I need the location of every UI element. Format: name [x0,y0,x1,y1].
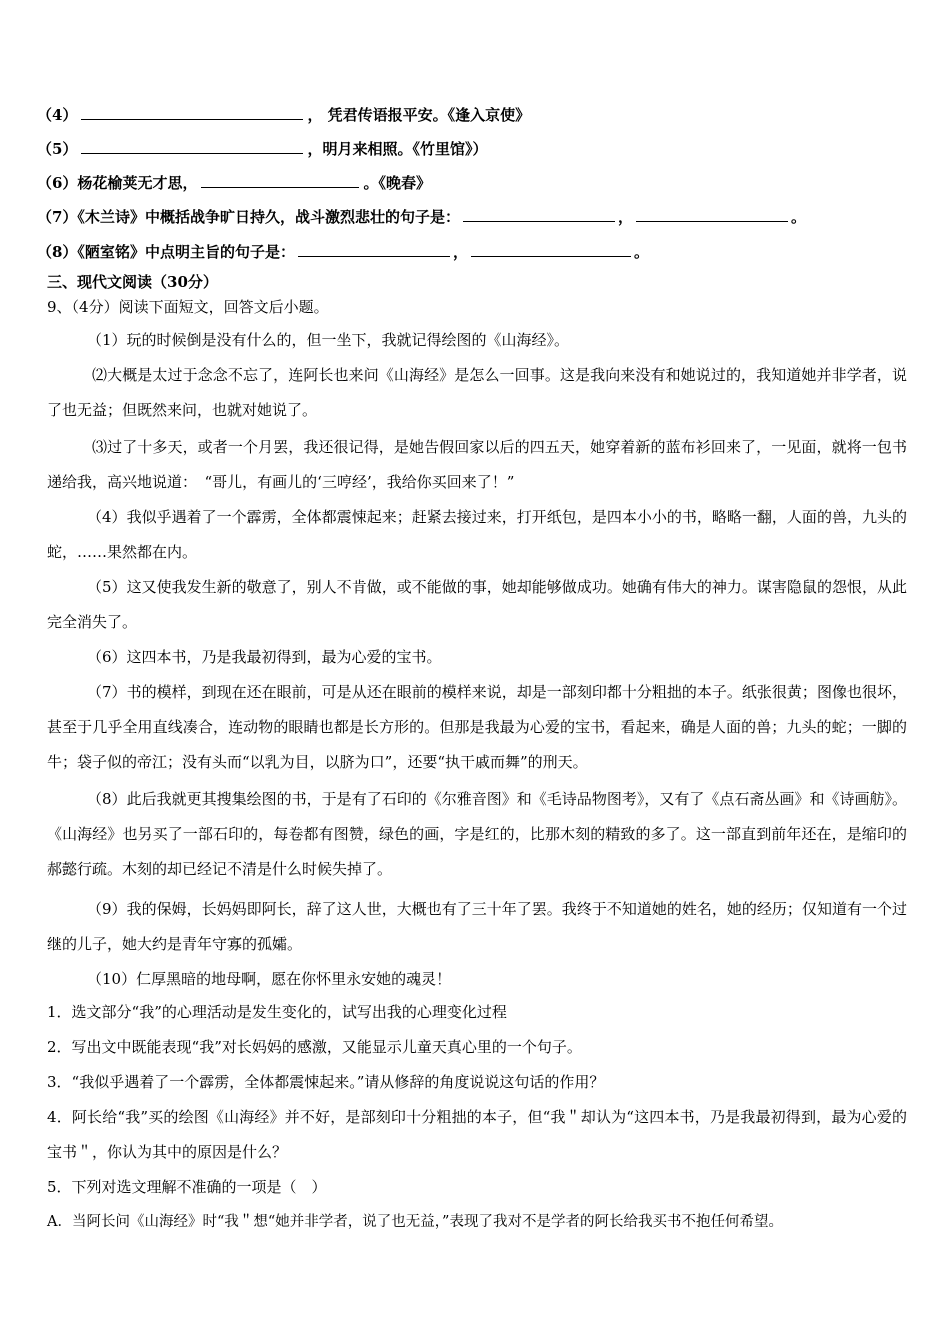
passage-paragraph-2: ⑵大概是太过于念念不忘了，连阿长也来问《山海经》是怎么一回事。这是我向来没有和她说过的，我知道她并非学者，说了也无益；但既然来问，也就对她说了。 [47,366,907,419]
question-4: 4．阿长给“我”买的绘图《山海经》并不好，是部刻印十分粗拙的本子，但“我＂却认为“这四本书，乃是我最初得到，最为心爱的宝书＂，你认为其中的原因是什么？ [47,1108,907,1161]
passage-paragraph-10: （10）仁厚黑暗的地母啊，愿在你怀里永安她的魂灵！ [87,970,452,988]
option-a: A．当阿长问《山海经》时“我＂想“她并非学者，说了也无益，”表现了我对不是学者的阿长给我买书不抱任何希望。 [47,1214,783,1230]
passage-paragraph-1: （1）玩的时候倒是没有什么的，但一坐下，我就记得绘图的《山海经》。 [87,331,570,349]
answer-blank[interactable] [636,205,788,222]
answer-blank[interactable] [298,240,450,257]
blank-line-6: （6）杨花榆荚无才思， 。《晚春》 [37,171,431,193]
answer-blank[interactable] [81,103,303,120]
blank-line-5: （5） ，明月来相照。《竹里馆》） [37,137,487,159]
blank-line-7: （7）《木兰诗》中概括战争旷日持久，战斗激烈悲壮的句子是： ， 。 [37,205,806,227]
question-2: 2．写出文中既能表现“我”对长妈妈的感激，又能显示儿童天真心里的一个句子。 [47,1038,582,1056]
passage-paragraph-8: （8）此后我就更其搜集绘图的书，于是有了石印的《尔雅音图》和《毛诗品物图考》，又有了《点石斋丛画》和《诗画舫》。《山海经》也另买了一部石印的，每卷都有图赞，绿色的画，字是红的，比那木刻的精致的多了。这一部直到前年还在，是缩印的郝懿行疏。木刻的却已经记不清是什么时候失掉了。 [47,790,907,878]
passage-paragraph-7: （7）书的模样，到现在还在眼前，可是从还在眼前的模样来说，却是一部刻印都十分粗拙的本子。纸张很黄；图像也很坏，甚至于几乎全用直线凑合，连动物的眼睛也都是长方形的。但那是我最为心爱的宝书，看起来，确是人面的兽；九头的蛇；一脚的牛；袋子似的帝江；没有头而“以乳为目，以脐为口”，还要“执干戚而舞”的刑天。 [47,683,907,771]
passage-paragraph-5: （5）这又使我发生新的敬意了，别人不肯做，或不能做的事，她却能够做成功。她确有伟大的神力。谋害隐鼠的怨恨，从此完全消失了。 [47,578,907,631]
question-intro: 9、（4分）阅读下面短文，回答文后小题。 [47,298,329,316]
answer-blank[interactable] [201,171,359,188]
blank-line-4: （4） ， 凭君传语报平安。《逢入京使》 [37,103,530,125]
question-3: 3．“我似乎遇着了一个霹雳，全体都震悚起来。”请从修辞的角度说说这句话的作用？ [47,1073,605,1091]
question-5: 5．下列对选文理解不准确的一项是（ ） [47,1178,327,1196]
section-heading: 三、现代文阅读（30分） [47,273,218,291]
passage-paragraph-9: （9）我的保姆，长妈妈即阿长，辞了这人世，大概也有了三十年了罢。我终于不知道她的姓名，她的经历；仅知道有一个过继的儿子，她大约是青年守寡的孤孀。 [47,900,907,953]
answer-blank[interactable] [463,205,615,222]
passage-paragraph-6: （6）这四本书，乃是我最初得到，最为心爱的宝书。 [87,648,442,666]
answer-blank[interactable] [471,240,631,257]
passage-paragraph-3: ⑶过了十多天，或者一个月罢，我还很记得，是她告假回家以后的四五天，她穿着新的蓝布衫回来了，一见面，就将一包书递给我，高兴地说道： “哥儿，有画儿的‘三哼经’，我给你买回来了！” [47,438,907,491]
question-1: 1．选文部分“我”的心理活动是发生变化的，试写出我的心理变化过程 [47,1003,507,1021]
passage-paragraph-4: （4）我似乎遇着了一个霹雳，全体都震悚起来；赶紧去接过来，打开纸包，是四本小小的书，略略一翻，人面的兽，九头的蛇，……果然都在内。 [47,508,907,561]
blank-line-8: （8）《陋室铭》中点明主旨的句子是： ， 。 [37,240,649,262]
answer-blank[interactable] [81,137,303,154]
